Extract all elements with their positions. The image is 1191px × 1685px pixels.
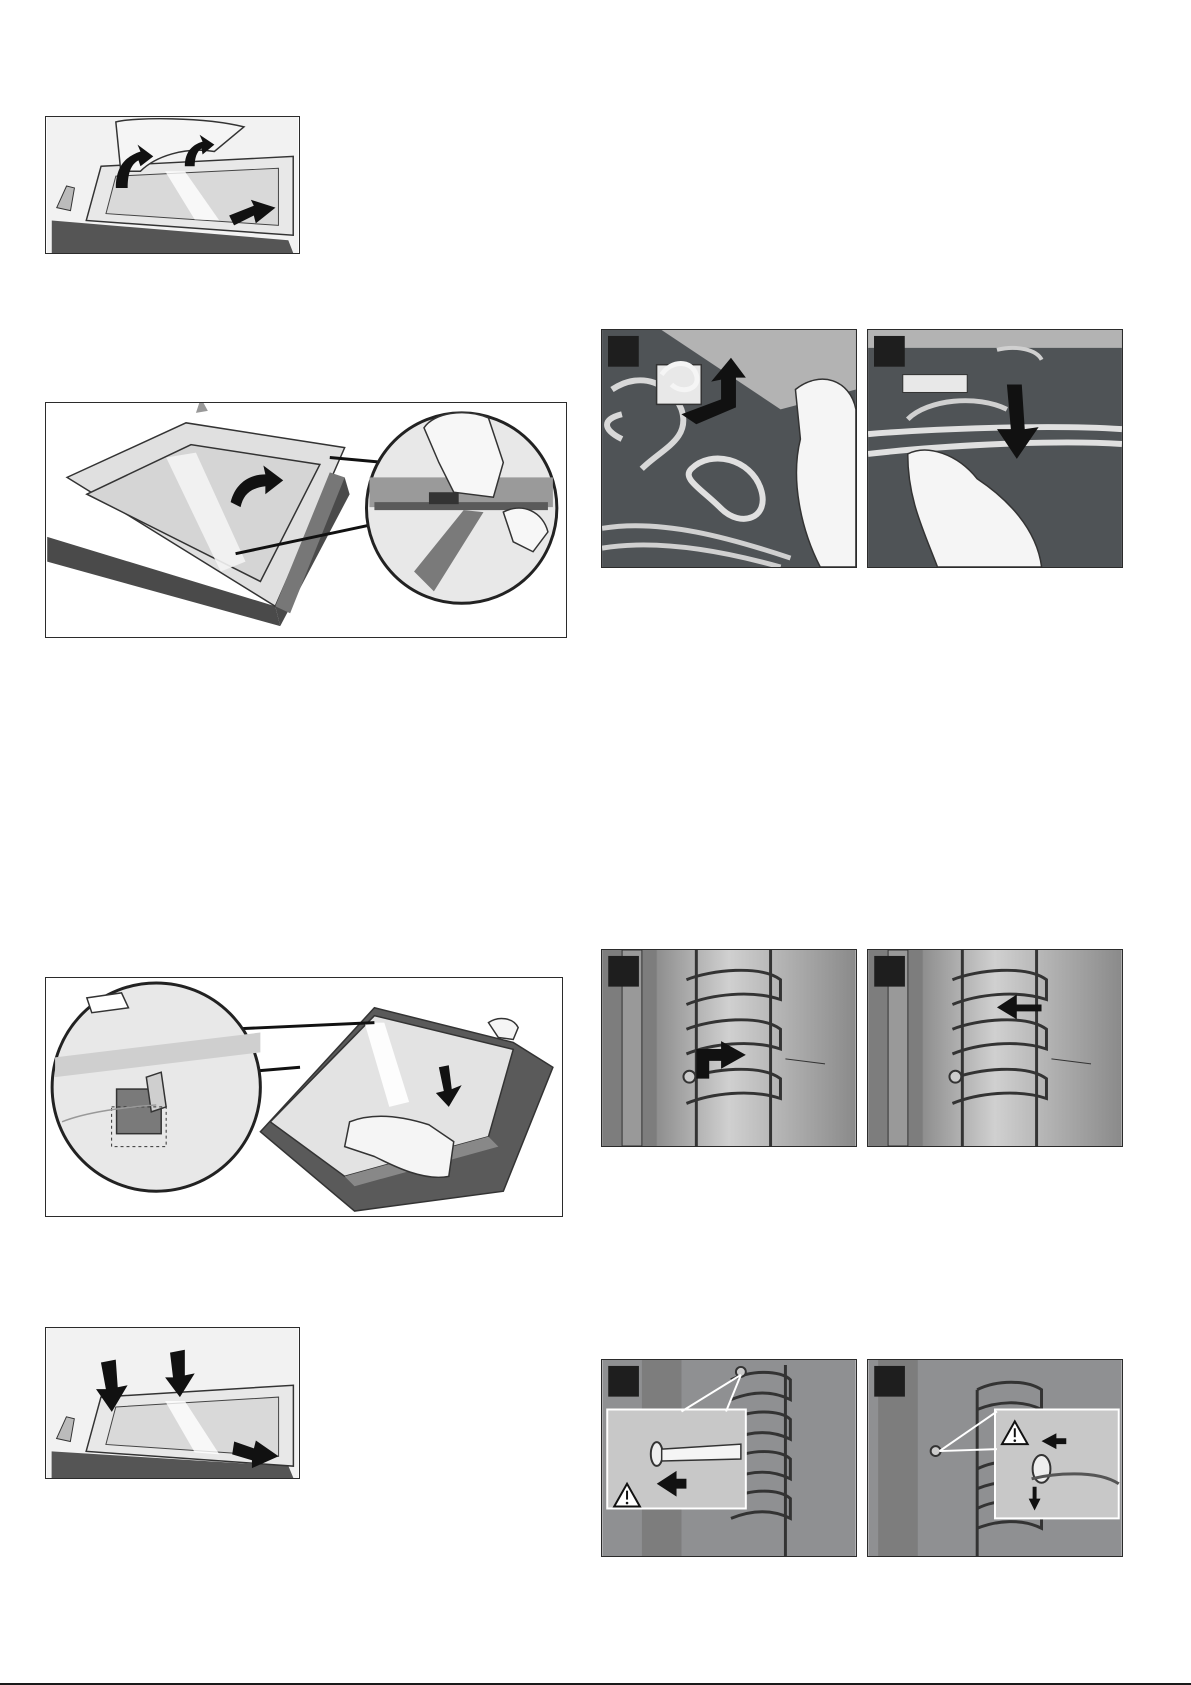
figure-door-glass-clip <box>45 402 567 638</box>
step-badge-icon <box>608 336 639 367</box>
figure-rail-fixing-pin-detail <box>867 1359 1123 1557</box>
step-badge-icon <box>608 956 639 987</box>
step-badge-icon <box>874 1366 905 1397</box>
rail-fixing-pin-detail-illustration <box>868 1360 1122 1556</box>
figure-door-glass-insert <box>45 977 563 1217</box>
door-glass-clip-illustration <box>46 403 566 637</box>
door-glass-insert-illustration <box>46 978 562 1216</box>
rail-unhook-top-illustration <box>602 330 856 567</box>
step-badge-icon <box>608 1366 639 1397</box>
figure-door-glass-refit <box>45 1327 300 1479</box>
step-badge-icon <box>874 956 905 987</box>
rail-remove-down-illustration <box>868 330 1122 567</box>
shelf-rail-push-illustration <box>868 950 1122 1146</box>
figure-rail-fixing-pin <box>601 1359 857 1557</box>
door-glass-refit-illustration <box>46 1328 299 1478</box>
figure-rail-remove-down <box>867 329 1123 568</box>
door-glass-removal-illustration <box>46 117 299 253</box>
figure-door-glass-removal <box>45 116 300 254</box>
rail-fixing-pin-illustration <box>602 1360 856 1556</box>
step-badge-icon <box>874 336 905 367</box>
figure-shelf-rail-push <box>867 949 1123 1147</box>
figure-rail-unhook-top <box>601 329 857 568</box>
shelf-rail-pull-illustration <box>602 950 856 1146</box>
figure-shelf-rail-pull <box>601 949 857 1147</box>
